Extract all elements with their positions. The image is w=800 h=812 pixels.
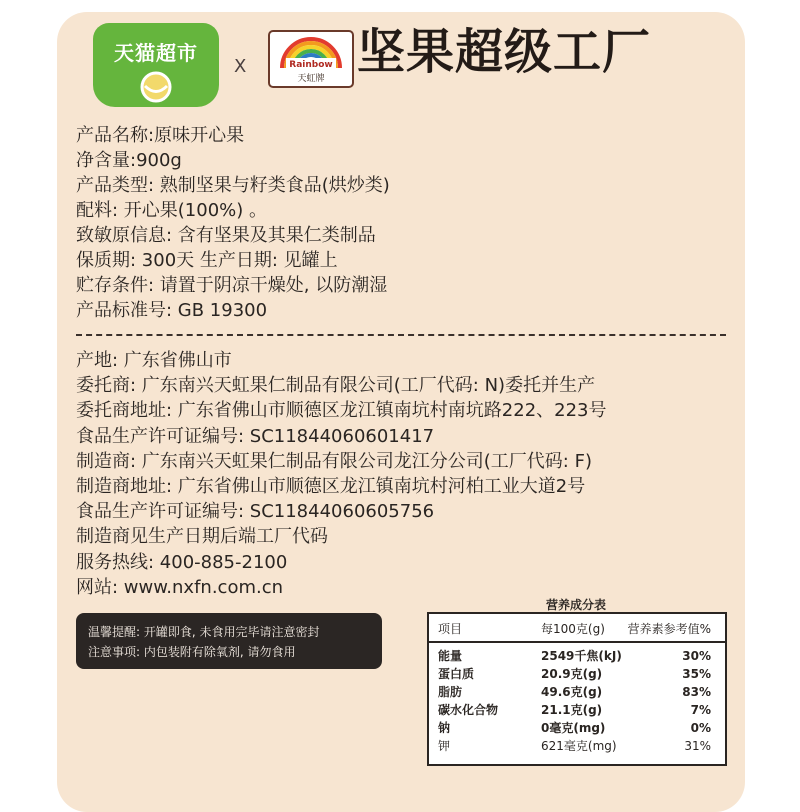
- nutrient-nrv: 7%: [690, 703, 711, 717]
- nutrient-amount: 49.6克(g): [541, 685, 603, 699]
- service-hotline: 服务热线: 400-885-2100: [76, 551, 288, 573]
- nutrient-name: 钠: [438, 721, 451, 735]
- nutrient-name: 蛋白质: [438, 667, 475, 681]
- rainbow-logo-cn: 天虹牌: [297, 74, 325, 84]
- nutrition-table: [427, 612, 727, 766]
- warning-line-2: 注意事项: 内包装附有除氧剂, 请勿食用: [88, 645, 296, 659]
- warning-line-1: 温馨提醒: 开罐即食, 未食用完毕请注意密封: [88, 625, 320, 639]
- nutrition-row: [429, 666, 725, 682]
- manufacturer-info-list: [76, 348, 607, 600]
- client-address: 委托商地址: 广东省佛山市顺德区龙江镇南坑村南坑路222、223号: [76, 400, 607, 422]
- nutrient-name: 脂肪: [438, 685, 463, 699]
- warning-box: [76, 613, 382, 669]
- header-per-100g: 每100克(g): [541, 622, 605, 636]
- rainbow-logo-en: Rainbow: [289, 60, 333, 70]
- rainbow-brand-logo: [268, 30, 354, 88]
- nutrition-row: [429, 648, 725, 664]
- nutrition-row: [429, 684, 725, 700]
- header-item: 项目: [438, 622, 463, 636]
- nutrient-amount: 0毫克(mg): [541, 721, 606, 735]
- nutrient-name: 能量: [438, 649, 463, 663]
- section-divider: [76, 334, 726, 336]
- factory-code-note: 制造商见生产日期后端工厂代码: [76, 526, 328, 548]
- nutrient-nrv: 31%: [684, 739, 711, 753]
- page-headline: 坚果超级工厂: [357, 24, 652, 80]
- ingredients: 配料: 开心果(100%) 。: [76, 200, 268, 221]
- rainbow-icon: [270, 32, 352, 86]
- product-name: 产品名称:原味开心果: [76, 125, 245, 146]
- nutrition-row: [429, 702, 725, 718]
- website: 网站: www.nxfn.com.cn: [76, 576, 284, 598]
- nutrient-nrv: 30%: [682, 649, 711, 663]
- manufacturer-address: 制造商地址: 广东省佛山市顺德区龙江镇南坑村河柏工业大道2号: [76, 475, 586, 497]
- smile-icon: [136, 71, 176, 103]
- manufacturer: 制造商: 广东南兴天虹果仁制品有限公司龙江分公司(工厂代码: F): [76, 450, 592, 472]
- nutrient-name: 碳水化合物: [438, 703, 499, 717]
- nutrient-name: 钾: [438, 739, 451, 753]
- product-type: 产品类型: 熟制坚果与籽类食品(烘炒类): [76, 175, 390, 196]
- nutrient-amount: 621毫克(mg): [541, 739, 617, 753]
- nutrition-title: 营养成分表: [545, 598, 606, 612]
- tmall-logo-text: 天猫超市: [114, 41, 198, 65]
- storage-conditions: 贮存条件: 请置于阴凉干燥处, 以防潮湿: [76, 275, 388, 296]
- shelf-life: 保质期: 300天 生产日期: 见罐上: [76, 250, 338, 271]
- tmall-supermarket-logo: [93, 23, 219, 107]
- collab-separator: X: [234, 56, 247, 77]
- product-info-list: [76, 123, 390, 323]
- header-nrv: 营养素参考值%: [627, 622, 711, 636]
- client-license: 食品生产许可证编号: SC11844060601417: [76, 425, 435, 447]
- nutrient-nrv: 35%: [682, 667, 711, 681]
- net-content: 净含量:900g: [76, 150, 182, 171]
- client: 委托商: 广东南兴天虹果仁制品有限公司(工厂代码: N)委托并生产: [76, 375, 596, 397]
- nutrient-amount: 2549千焦(kJ): [541, 649, 622, 663]
- manufacturer-license: 食品生产许可证编号: SC11844060605756: [76, 501, 435, 523]
- product-standard: 产品标准号: GB 19300: [76, 300, 268, 321]
- nutrient-amount: 21.1克(g): [541, 703, 603, 717]
- nutrition-row: [429, 738, 725, 754]
- allergen-info: 致敏原信息: 含有坚果及其果仁类制品: [76, 225, 376, 246]
- nutrient-amount: 20.9克(g): [541, 667, 603, 681]
- origin: 产地: 广东省佛山市: [76, 350, 232, 371]
- nutrition-row: [429, 720, 725, 736]
- nutrient-nrv: 83%: [682, 685, 711, 699]
- nutrition-header-row: [429, 614, 725, 643]
- nutrient-nrv: 0%: [690, 721, 711, 735]
